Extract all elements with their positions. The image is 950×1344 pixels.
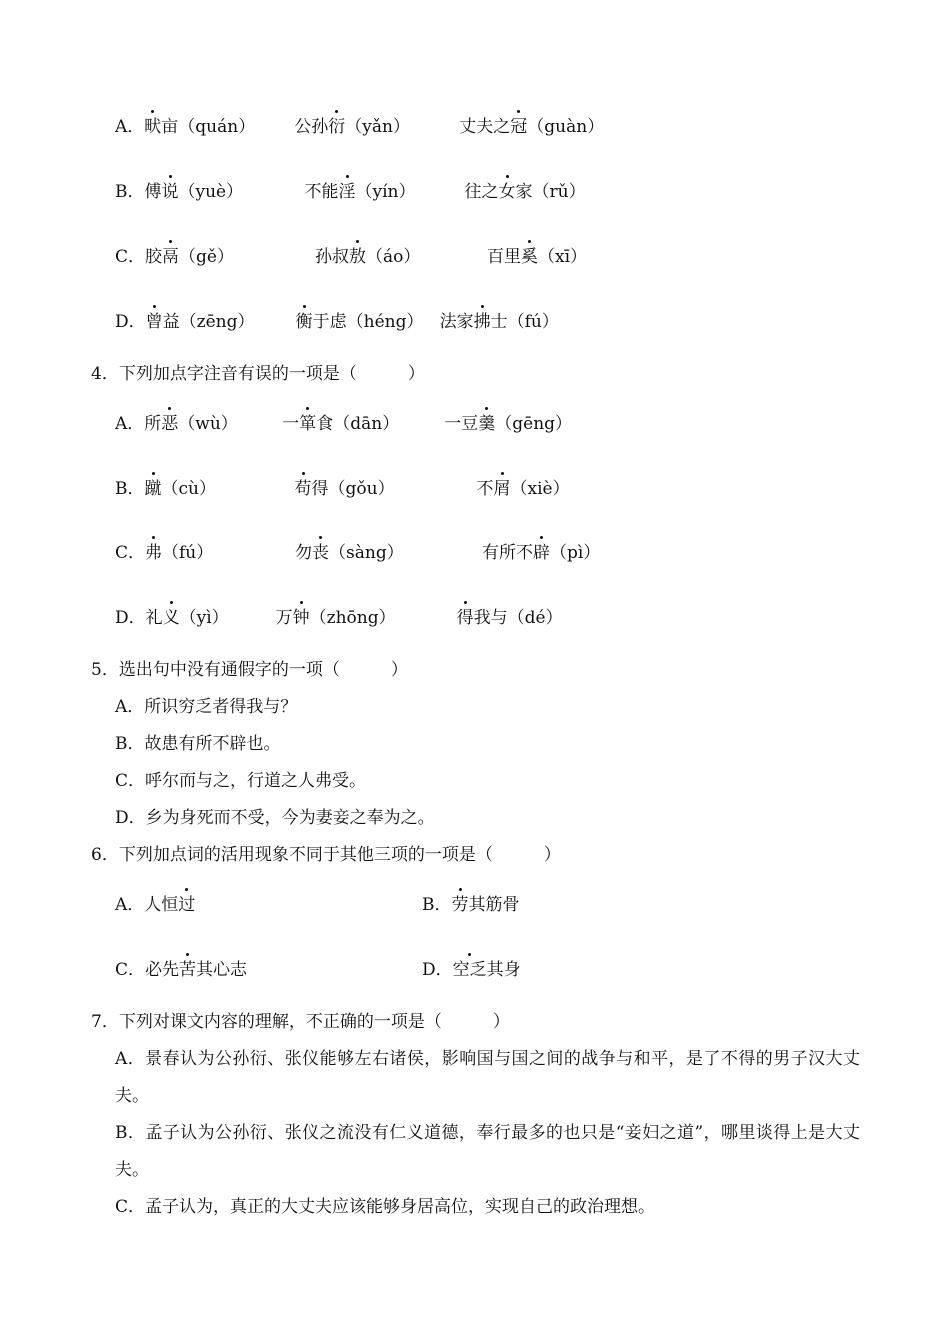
dotted-char: 过 [178, 895, 196, 915]
q5-option-c[interactable]: C．呼尔而与之，行道之人弗受。 [115, 771, 367, 791]
dotted-char: 箪 [299, 414, 317, 434]
dotted-char: 义 [162, 608, 180, 628]
q5-option-d[interactable]: D．乡为身死而不受，今为妻妾之奉为之。 [115, 808, 435, 828]
dotted-char: 畎 [144, 117, 162, 137]
q4-option-b[interactable]: B．蹴（cù） 苟得（gǒu） 不屑（xiè） [115, 479, 570, 499]
dotted-char: 曾 [145, 312, 163, 332]
q6-stem: 6．下列加点词的活用现象不同于其他三项的一项是（ ） [91, 845, 561, 865]
q5-option-b[interactable]: B．故患有所不辟也。 [115, 734, 281, 754]
q6-option-a[interactable]: A．人恒过 [115, 895, 196, 915]
dotted-char: 辟 [533, 543, 551, 563]
dotted-char: 恶 [161, 414, 179, 434]
dotted-char: 苦 [179, 960, 197, 980]
dotted-char: 说 [161, 182, 179, 202]
q3-option-a[interactable]: A．畎亩（quán） 公孙衍（yǎn） 丈夫之冠（guàn） [115, 117, 605, 137]
q3-option-b[interactable]: B．傅说（yuè） 不能淫（yín） 往之女家（rǔ） [115, 182, 586, 202]
q7-stem: 7．下列对课文内容的理解，不正确的一项是（ ） [91, 1012, 510, 1032]
dotted-char: 丧 [312, 543, 330, 563]
dotted-char: 衍 [328, 117, 346, 137]
dotted-char: 拂 [473, 312, 491, 332]
q7-option-b[interactable]: B．孟子认为公孙衍、张仪之流没有仁义道德，奉行最多的也只是“妾妇之道”，哪里谈得上是大丈夫。 [115, 1123, 860, 1180]
q4-stem: 4．下列加点字注音有误的一项是（ ） [91, 364, 425, 384]
q4-option-c[interactable]: C．弗（fú） 勿丧（sàng） 有所不辟（pì） [115, 543, 601, 563]
dotted-char: 劳 [451, 895, 469, 915]
dotted-char: 屑 [493, 479, 511, 499]
q6-option-b[interactable]: B．劳其筋骨 [422, 895, 520, 915]
dotted-char: 女 [498, 182, 516, 202]
q7-option-a[interactable]: A．景春认为公孙衍、张仪能够左右诸侯，影响国与国之间的战争与和平，是了不得的男子汉大丈夫。 [115, 1049, 860, 1106]
q4-option-d[interactable]: D．礼义（yì） 万钟（zhōng） 得我与（dé） [115, 608, 563, 628]
q6-option-d[interactable]: D．空乏其身 [422, 960, 521, 980]
dotted-char: 敖 [349, 247, 367, 267]
q5-option-a[interactable]: A．所识穷乏者得我与？ [115, 697, 298, 717]
q5-stem: 5．选出句中没有通假字的一项（ ） [91, 660, 408, 680]
dotted-char: 冠 [510, 117, 528, 137]
option-letter: A． [115, 117, 145, 137]
dotted-char: 淫 [338, 182, 356, 202]
dotted-char: 钟 [292, 608, 310, 628]
q4-option-a[interactable]: A．所恶（wù） 一箪食（dān） 一豆羹（gēng） [115, 414, 573, 434]
dotted-char: 苟 [294, 479, 312, 499]
dotted-char: 弗 [145, 543, 163, 563]
dotted-char: 奚 [521, 247, 539, 267]
dotted-char: 羹 [478, 414, 496, 434]
dotted-char: 得 [456, 608, 474, 628]
dotted-char: 衡 [295, 312, 313, 332]
dotted-char: 蹴 [144, 479, 162, 499]
q7-option-c[interactable]: C．孟子认为，真正的大丈夫应该能够身居高位，实现自己的政治理想。 [115, 1197, 656, 1217]
dotted-char: 鬲 [162, 247, 180, 267]
q3-option-d[interactable]: D．曾益（zēng） 衡于虑（héng） 法家拂士（fú） [115, 312, 559, 332]
dotted-char: 空乏 [452, 960, 487, 980]
q6-option-c[interactable]: C．必先苦其心志 [115, 960, 248, 980]
q3-option-c[interactable]: C．胶鬲（gě） 孙叔敖（áo） 百里奚（xī） [115, 247, 588, 267]
